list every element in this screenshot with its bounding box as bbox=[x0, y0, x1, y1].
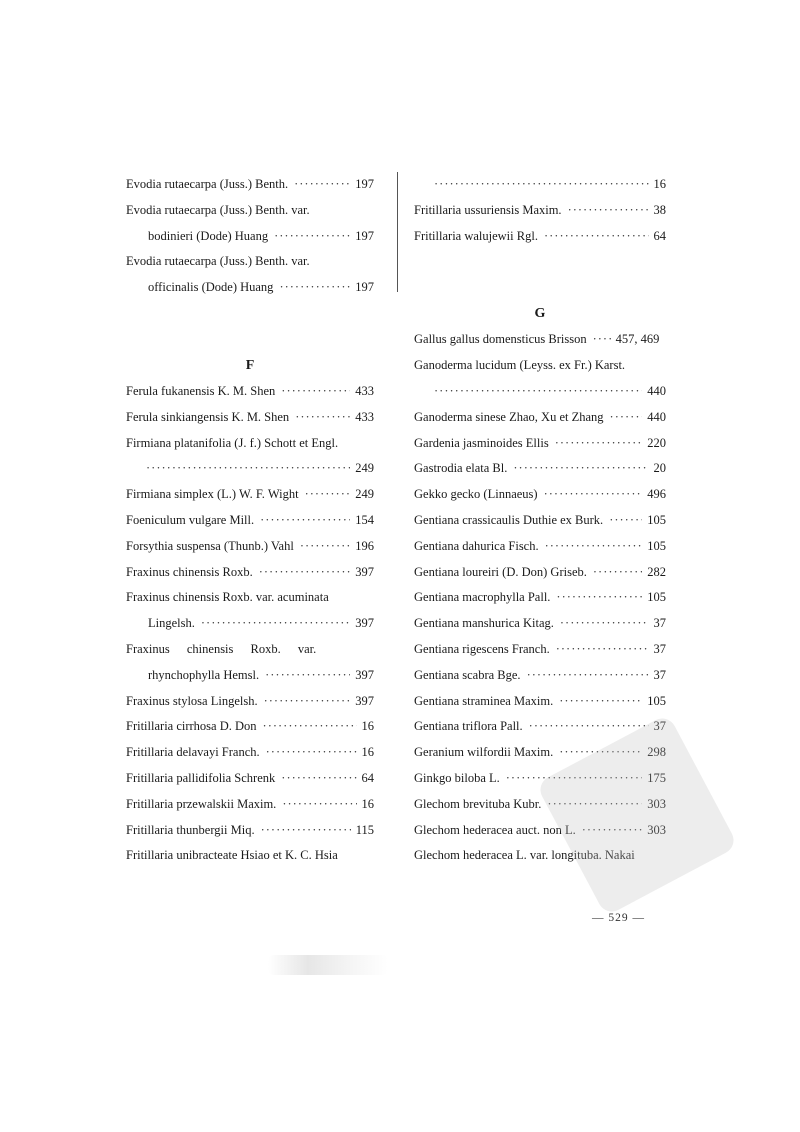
entry-name: Fraxinus chinensis Roxb. var. acuminata bbox=[126, 590, 329, 605]
index-entry bbox=[126, 843, 374, 869]
entry-name: Ferula fukanensis K. M. Shen bbox=[126, 383, 276, 398]
index-entry bbox=[126, 689, 374, 715]
index-entry bbox=[414, 431, 666, 457]
section-heading-g: G bbox=[534, 306, 546, 322]
entry-name: Gardenia jasminoides Ellis bbox=[414, 435, 549, 450]
leader-dots bbox=[201, 611, 350, 637]
index-entry bbox=[126, 508, 374, 534]
entry-page: 105 bbox=[647, 538, 666, 553]
entry-name: Gentiana manshurica Kitag. bbox=[414, 616, 554, 631]
index-entry-continuation bbox=[414, 172, 666, 198]
entry-name: Gekko gecko (Linnaeus) bbox=[414, 487, 538, 502]
entry-name: Gallus gallus domensticus Brisson bbox=[414, 332, 587, 347]
entry-name: Fritillaria thunbergii Miq. bbox=[126, 822, 255, 837]
leader-dots bbox=[259, 560, 351, 586]
entry-name: Geranium wilfordii Maxim. bbox=[414, 745, 554, 760]
entry-page: 20 bbox=[653, 461, 666, 476]
section-heading-f: F bbox=[245, 357, 255, 373]
leader-dots bbox=[146, 456, 350, 482]
entry-name: Glechom hederacea L. var. longituba. Nakai bbox=[414, 848, 635, 863]
leader-dots bbox=[281, 379, 350, 405]
index-entry bbox=[414, 224, 666, 250]
index-entry bbox=[414, 508, 666, 534]
entry-name: Firmiana platanifolia (J. f.) Schott et Engl. bbox=[126, 435, 339, 450]
index-entry bbox=[414, 585, 666, 611]
entry-page: 440 bbox=[647, 383, 666, 398]
leader-dots bbox=[556, 637, 649, 663]
leader-dots bbox=[279, 275, 350, 301]
leader-dots bbox=[434, 172, 649, 198]
entry-name: Gentiana triflora Pall. bbox=[414, 719, 523, 734]
entry-name: Gentiana rigescens Franch. bbox=[414, 641, 550, 656]
leader-dots bbox=[264, 689, 351, 715]
entry-page: 397 bbox=[355, 616, 374, 631]
entry-name: Fraxinus stylosa Lingelsh. bbox=[126, 693, 258, 708]
entry-page: 16 bbox=[361, 719, 374, 734]
index-entry bbox=[414, 456, 666, 482]
index-entry bbox=[414, 560, 666, 586]
leader-dots bbox=[568, 198, 649, 224]
entry-page: 16 bbox=[361, 796, 374, 811]
entry-page: 249 bbox=[355, 487, 374, 502]
leader-dots bbox=[593, 327, 611, 353]
index-entry bbox=[126, 792, 374, 818]
index-entry bbox=[126, 637, 374, 663]
index-entry bbox=[414, 689, 666, 715]
entry-name: Gentiana macrophylla Pall. bbox=[414, 590, 551, 605]
entry-page: 303 bbox=[647, 796, 666, 811]
entry-page: 196 bbox=[355, 538, 374, 553]
index-entry bbox=[414, 482, 666, 508]
entry-page: 282 bbox=[647, 564, 666, 579]
entry-page: 105 bbox=[647, 590, 666, 605]
leader-dots bbox=[282, 792, 356, 818]
index-entry bbox=[126, 560, 374, 586]
entry-name: Ganoderma sinese Zhao, Xu et Zhang bbox=[414, 409, 604, 424]
index-entry bbox=[126, 172, 374, 198]
index-entry bbox=[126, 431, 374, 457]
index-entry bbox=[126, 482, 374, 508]
leader-dots bbox=[260, 508, 350, 534]
leader-dots bbox=[295, 405, 350, 431]
entry-page: 433 bbox=[355, 383, 374, 398]
entry-name: Glechom brevituba Kubr. bbox=[414, 796, 542, 811]
index-entry bbox=[126, 818, 374, 844]
entry-name: Fritillaria walujewii Rgl. bbox=[414, 228, 538, 243]
entry-page: 154 bbox=[355, 512, 374, 527]
entry-page: 16 bbox=[653, 177, 666, 191]
index-entry bbox=[126, 379, 374, 405]
index-entry bbox=[126, 249, 374, 275]
index-entry bbox=[126, 405, 374, 431]
entry-name: Gentiana dahurica Fisch. bbox=[414, 538, 539, 553]
entry-page: 440 bbox=[647, 409, 666, 424]
entry-name: Ginkgo biloba L. bbox=[414, 770, 500, 785]
entry-page: 496 bbox=[647, 487, 666, 502]
entry-page: 197 bbox=[355, 228, 374, 243]
page-number: — 529 — bbox=[592, 912, 645, 924]
entry-name: Gastrodia elata Bl. bbox=[414, 461, 508, 476]
index-entry-continuation bbox=[126, 663, 374, 689]
entry-name: rhynchophylla Hemsl. bbox=[148, 667, 260, 682]
entry-page: 64 bbox=[653, 228, 666, 243]
entry-page: 457, 469 bbox=[615, 332, 660, 347]
entry-page: 105 bbox=[647, 512, 666, 527]
entry-name: Gentiana straminea Maxim. bbox=[414, 693, 554, 708]
index-entry bbox=[414, 637, 666, 663]
entry-name: Fritillaria przewalskii Maxim. bbox=[126, 796, 277, 811]
entry-page: 397 bbox=[355, 693, 374, 708]
leader-dots bbox=[556, 585, 642, 611]
index-entry bbox=[126, 198, 374, 224]
entry-name: Fraxinus chinensis Roxb. bbox=[126, 564, 253, 579]
leader-dots bbox=[527, 663, 649, 689]
entry-page: 397 bbox=[355, 564, 374, 579]
entry-page: 433 bbox=[355, 409, 374, 424]
entry-page: 303 bbox=[647, 822, 666, 837]
entry-page: 105 bbox=[647, 693, 666, 708]
entry-page: 175 bbox=[647, 770, 666, 785]
entry-page: 38 bbox=[653, 202, 666, 217]
leader-dots bbox=[610, 405, 643, 431]
index-entry bbox=[414, 405, 666, 431]
leader-dots bbox=[593, 560, 642, 586]
index-entry bbox=[126, 714, 374, 740]
leader-dots bbox=[544, 224, 649, 250]
entry-name: Ferula sinkiangensis K. M. Shen bbox=[126, 409, 290, 424]
leader-dots bbox=[545, 534, 643, 560]
entry-name: Lingelsh. bbox=[148, 616, 195, 631]
leader-dots bbox=[266, 740, 357, 766]
leader-dots bbox=[294, 172, 350, 198]
leader-dots bbox=[559, 689, 642, 715]
entry-name: Fritillaria delavayi Franch. bbox=[126, 745, 260, 760]
entry-name: Forsythia suspensa (Thunb.) Vahl bbox=[126, 538, 294, 553]
entry-name: Evodia rutaecarpa (Juss.) Benth. bbox=[126, 177, 289, 191]
entry-name: Fritillaria pallidifolia Schrenk bbox=[126, 770, 276, 785]
entry-name: Gentiana scabra Bge. bbox=[414, 667, 521, 682]
index-entry-continuation bbox=[414, 379, 666, 405]
entry-name: Evodia rutaecarpa (Juss.) Benth. var. bbox=[126, 254, 310, 269]
index-entry bbox=[414, 663, 666, 689]
index-entry-continuation bbox=[126, 456, 374, 482]
entry-name: Glechom hederacea auct. non L. bbox=[414, 822, 576, 837]
index-entry bbox=[414, 198, 666, 224]
leader-dots bbox=[513, 456, 648, 482]
leader-dots bbox=[281, 766, 356, 792]
entry-page: 37 bbox=[653, 641, 666, 656]
entry-page: 115 bbox=[355, 822, 374, 837]
index-entry bbox=[414, 534, 666, 560]
entry-name: bodinieri (Dode) Huang bbox=[148, 228, 269, 243]
entry-page: 37 bbox=[653, 616, 666, 631]
index-entry-continuation bbox=[126, 275, 374, 301]
index-entry bbox=[414, 353, 666, 379]
leader-dots bbox=[544, 482, 643, 508]
index-entry bbox=[414, 611, 666, 637]
leader-dots bbox=[274, 224, 350, 250]
entry-name: Evodia rutaecarpa (Juss.) Benth. var. bbox=[126, 202, 310, 217]
index-entry bbox=[126, 766, 374, 792]
entry-name: Gentiana crassicaulis Duthie ex Burk. bbox=[414, 512, 604, 527]
entry-page: 197 bbox=[355, 177, 374, 191]
left-column bbox=[126, 172, 374, 869]
entry-page: 37 bbox=[653, 667, 666, 682]
entry-page: 249 bbox=[355, 461, 374, 476]
leader-dots bbox=[609, 508, 642, 534]
leader-dots bbox=[263, 714, 357, 740]
entry-name: Fritillaria unibracteate Hsiao et K. C. Hsia bbox=[126, 848, 338, 863]
entry-page: 298 bbox=[647, 745, 666, 760]
entry-name: Fraxinus chinensis Roxb. var. bbox=[126, 641, 317, 656]
entry-name: Firmiana simplex (L.) W. F. Wight bbox=[126, 487, 299, 502]
leader-dots bbox=[305, 482, 351, 508]
entry-page: 16 bbox=[361, 745, 374, 760]
index-entry bbox=[414, 327, 666, 353]
column-divider bbox=[397, 172, 398, 292]
leader-dots bbox=[265, 663, 350, 689]
leader-dots bbox=[434, 379, 642, 405]
leader-dots bbox=[261, 818, 351, 844]
index-entry-continuation bbox=[126, 224, 374, 250]
index-entry bbox=[126, 740, 374, 766]
index-entry bbox=[126, 585, 374, 611]
entry-page: 220 bbox=[647, 435, 666, 450]
entry-name: officinalis (Dode) Huang bbox=[148, 280, 274, 295]
entry-page: 64 bbox=[361, 770, 374, 785]
entry-page: 37 bbox=[653, 719, 666, 734]
entry-name: Fritillaria ussuriensis Maxim. bbox=[414, 202, 562, 217]
leader-dots bbox=[300, 534, 350, 560]
index-entry bbox=[126, 534, 374, 560]
leader-dots bbox=[555, 431, 643, 457]
entry-name: Fritillaria cirrhosa D. Don bbox=[126, 719, 257, 734]
entry-name: Gentiana loureiri (D. Don) Griseb. bbox=[414, 564, 587, 579]
scan-smudge bbox=[268, 955, 388, 975]
leader-dots bbox=[560, 611, 649, 637]
entry-name: Foeniculum vulgare Mill. bbox=[126, 512, 255, 527]
entry-page: 197 bbox=[355, 280, 374, 295]
entry-page: 397 bbox=[355, 667, 374, 682]
index-entry-continuation bbox=[126, 611, 374, 637]
entry-name: Ganoderma lucidum (Leyss. ex Fr.) Karst. bbox=[414, 358, 626, 373]
